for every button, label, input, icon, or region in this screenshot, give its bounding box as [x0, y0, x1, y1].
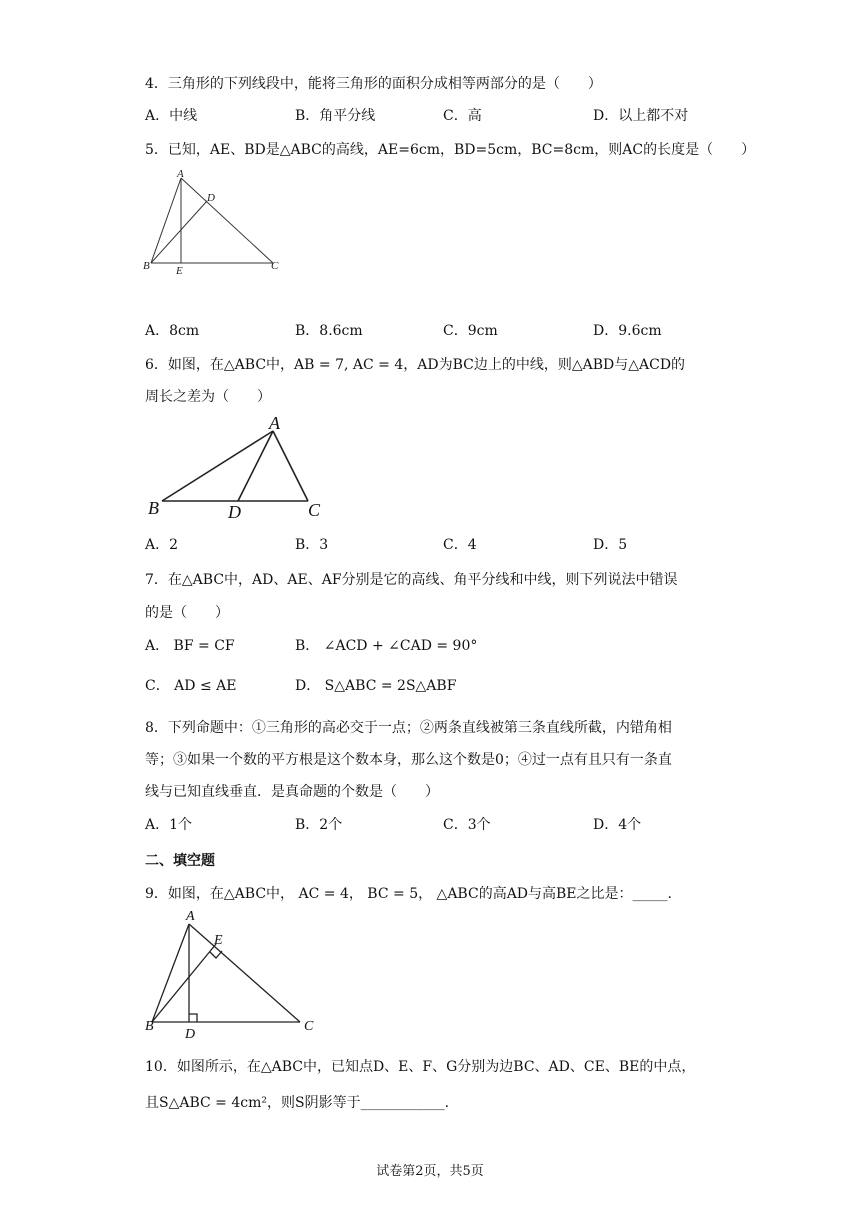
q5-label-c: C [271, 260, 279, 272]
q9-stem: 9．如图，在△ABC中， AC = 4， BC = 5， △ABC的高AD与高BE之比是：_____. [145, 886, 672, 902]
q6-label-c: C [308, 500, 321, 520]
q6-label-d: D [228, 502, 241, 522]
q9-label-b: B [145, 1019, 154, 1034]
q9-right-angle-d [189, 1014, 197, 1022]
q9-label-d: D [185, 1027, 196, 1040]
q9-label-e: E [214, 933, 223, 948]
q8-option-a: A．1个 [145, 817, 193, 833]
q7-option-c: C． AD ≤ AE [145, 678, 237, 694]
q5-option-d: D．9.6cm [593, 323, 662, 339]
q4-stem: 4．三角形的下列线段中，能将三角形的面积分成相等两部分的是（ ） [145, 76, 602, 92]
q6-figure [140, 412, 340, 524]
q5-stem: 5．已知，AE、BD是△ABC的高线，AE=6cm，BD=5cm，BC=8cm，则AC的长度是（ ） [145, 142, 756, 158]
q9-segment-ac [189, 924, 300, 1022]
q9-figure [140, 906, 325, 1040]
q6-stem-line2: 周长之差为（ ） [145, 389, 271, 405]
q6-option-c: C．4 [443, 537, 477, 553]
q6-option-d: D．5 [593, 537, 628, 553]
q9-segment-be [152, 944, 216, 1022]
q5-label-b: B [143, 260, 150, 272]
q9-segment-ab [152, 924, 189, 1022]
q5-label-a: A [177, 168, 184, 180]
page-footer: 试卷第2页，共5页 [376, 1164, 484, 1179]
q7-option-b: B． ∠ACD + ∠CAD = 90° [295, 638, 478, 654]
q4-option-b: B．角平分线 [295, 108, 376, 124]
q8-option-b: B．2个 [295, 817, 343, 833]
q6-segment-ac [273, 431, 308, 501]
q5-segment-ab [151, 178, 181, 263]
q9-label-a: A [186, 909, 195, 924]
q5-figure [140, 168, 290, 278]
section-heading-fill-blank: 二、填空题 [145, 853, 215, 869]
q10-stem-line1: 10．如图所示，在△ABC中，已知点D、E、F、G分别为边BC、AD、CE、BE的中点， [145, 1059, 696, 1075]
q4-option-d: D．以上都不对 [593, 108, 689, 124]
q7-option-a: A． BF = CF [145, 638, 235, 654]
q6-option-b: B．3 [295, 537, 329, 553]
q5-label-e: E [176, 265, 183, 277]
q8-stem-line3: 线与已知直线垂直．是真命题的个数是（ ） [145, 784, 439, 800]
q8-option-d: D．4个 [593, 817, 642, 833]
q7-stem-line1: 7．在△ABC中，AD、AE、AF分别是它的高线、角平分线和中线，则下列说法中错误 [145, 572, 678, 588]
q8-stem-line1: 8．下列命题中：①三角形的高必交于一点；②两条直线被第三条直线所截，内错角相 [145, 720, 672, 736]
q6-option-a: A．2 [145, 537, 179, 553]
q5-option-b: B．8.6cm [295, 323, 363, 339]
q5-segment-bd [151, 201, 207, 263]
q5-option-a: A．8cm [145, 323, 200, 339]
q9-label-c: C [304, 1019, 314, 1034]
q5-label-d: D [207, 192, 215, 204]
q6-stem-line1: 6．如图，在△ABC中，AB = 7, AC = 4，AD为BC边上的中线，则△ABD与△ACD的 [145, 357, 686, 373]
q5-segment-ac [181, 178, 273, 263]
q4-option-c: C．高 [443, 108, 482, 124]
q7-stem-line2: 的是（ ） [145, 605, 229, 621]
q8-stem-line2: 等；③如果一个数的平方根是这个数本身，那么这个数是0；④过一点有且只有一条直 [145, 752, 672, 768]
q6-label-b: B [148, 498, 159, 518]
q6-label-a: A [269, 413, 280, 433]
q4-option-a: A．中线 [145, 108, 198, 124]
q10-stem-line2: 且S△ABC = 4cm²，则S阴影等于____________. [145, 1095, 450, 1111]
q5-option-c: C．9cm [443, 323, 498, 339]
q8-option-c: C．3个 [443, 817, 491, 833]
q7-option-d: D． S△ABC = 2S△ABF [295, 678, 457, 694]
